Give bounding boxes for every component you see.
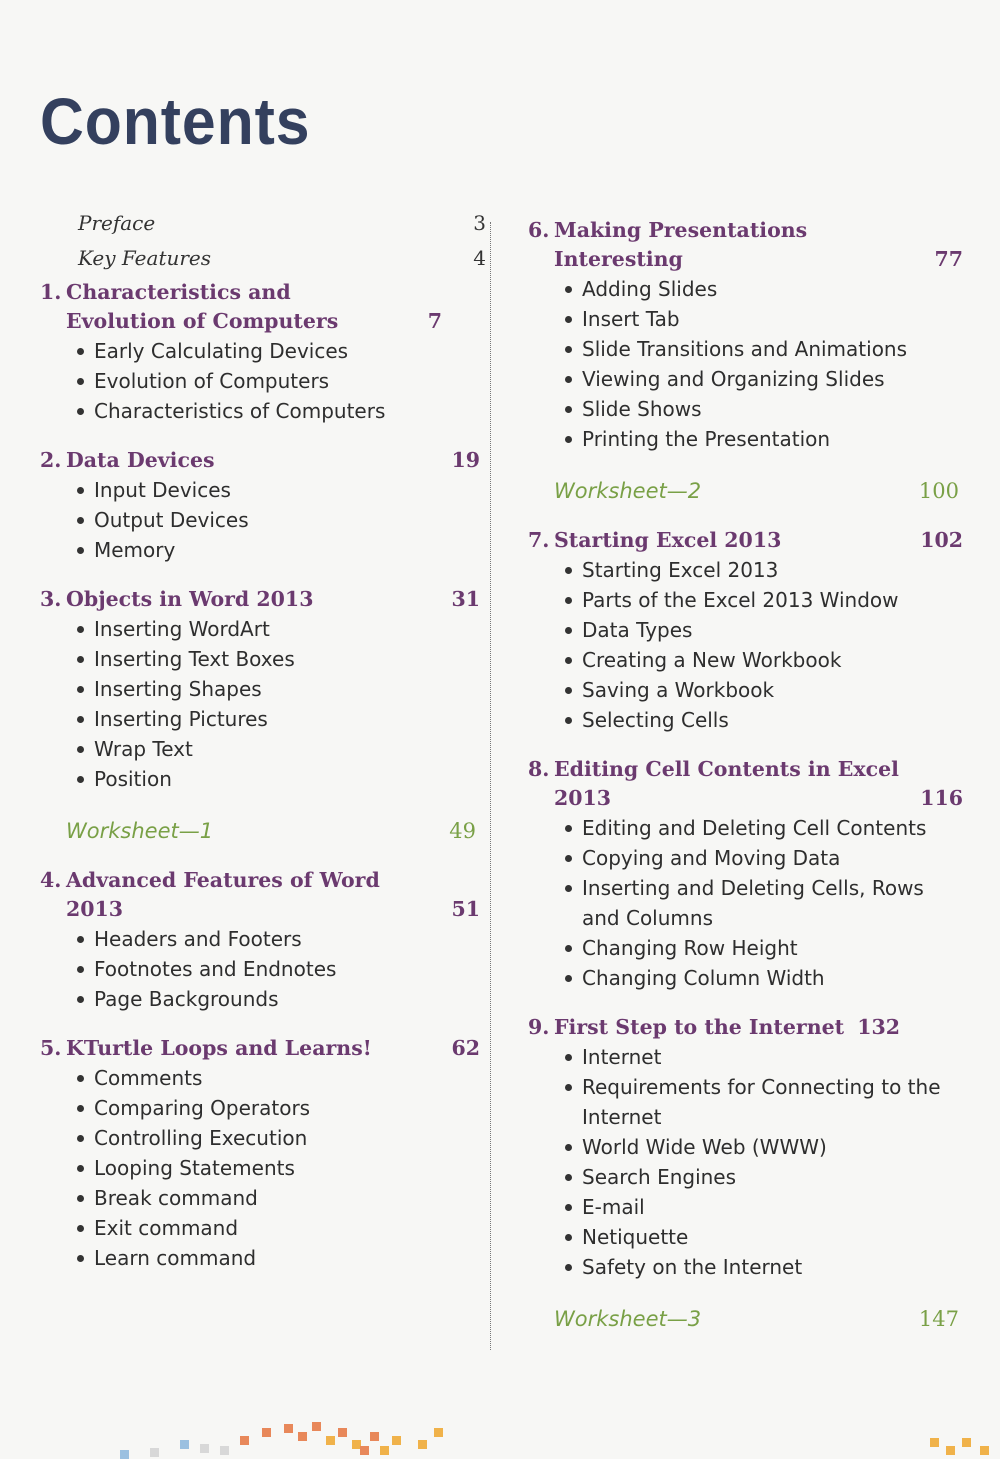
- topic-item: Inserting Text Boxes: [76, 644, 490, 674]
- chapter-page-number: 51: [451, 897, 480, 921]
- intro-label: Preface: [78, 211, 156, 235]
- chapter-page-number: 31: [451, 587, 480, 611]
- topic-item: Insert Tab: [564, 304, 973, 334]
- chapter-number: 8.: [528, 757, 550, 781]
- decorative-square: [262, 1428, 271, 1437]
- worksheet-title: Worksheet—3: [554, 1307, 702, 1331]
- decorative-square: [360, 1446, 369, 1455]
- chapter-title: Making Presentations Interesting: [554, 218, 808, 271]
- worksheet-entry: [30, 816, 490, 846]
- topic-item: Editing and Deleting Cell Contents: [564, 813, 973, 843]
- chapter-page-number: 102: [920, 528, 963, 552]
- decorative-square: [298, 1432, 307, 1441]
- topic-list: [518, 813, 973, 993]
- decorative-square: [180, 1440, 189, 1449]
- topic-item: Footnotes and Endnotes: [76, 954, 490, 984]
- chapter-entry: [30, 446, 490, 565]
- topic-item: Data Types: [564, 615, 973, 645]
- decorative-square: [370, 1432, 379, 1441]
- chapter-entry: [30, 866, 490, 1014]
- worksheet-entry: [518, 476, 973, 506]
- topic-item: Adding Slides: [564, 274, 973, 304]
- chapter-heading: [30, 866, 490, 924]
- chapter-number: 1.: [40, 280, 62, 304]
- topic-item: Exit command: [76, 1213, 490, 1243]
- decorative-square: [980, 1446, 989, 1455]
- chapter-entry: [30, 278, 490, 426]
- worksheet-title: Worksheet—2: [554, 479, 702, 503]
- chapter-number: 6.: [528, 218, 550, 242]
- chapter-title: Objects in Word 2013: [66, 587, 314, 611]
- worksheet-page-number: 49: [449, 819, 476, 843]
- topic-item: Learn command: [76, 1243, 490, 1273]
- topic-item: Starting Excel 2013: [564, 555, 973, 585]
- topic-item: Input Devices: [76, 475, 490, 505]
- chapter-title: Characteristics and Evolution of Computers: [66, 280, 339, 333]
- intro-label: Key Features: [78, 246, 212, 270]
- chapter-title: Advanced Features of Word 2013: [66, 868, 380, 921]
- decorative-square: [434, 1428, 443, 1437]
- topic-item: Wrap Text: [76, 734, 490, 764]
- topic-item: Printing the Presentation: [564, 424, 973, 454]
- chapter-heading: [30, 446, 490, 475]
- topic-item: Safety on the Internet: [564, 1252, 973, 1282]
- decorative-square: [240, 1436, 249, 1445]
- chapter-title: Editing Cell Contents in Excel 2013: [554, 757, 899, 810]
- topic-list: [30, 924, 490, 1014]
- topic-list: [518, 1042, 973, 1282]
- right-column: [518, 216, 973, 1334]
- chapter-number: 9.: [528, 1015, 550, 1039]
- topic-item: Slide Transitions and Animations: [564, 334, 973, 364]
- topic-list: [518, 274, 973, 454]
- decorative-square: [418, 1440, 427, 1449]
- topic-item: Break command: [76, 1183, 490, 1213]
- topic-item: Characteristics of Computers: [76, 396, 490, 426]
- chapter-number: 7.: [528, 528, 550, 552]
- intro-entry: [30, 208, 490, 243]
- decorative-square: [946, 1446, 955, 1455]
- decorative-square: [962, 1438, 971, 1447]
- topic-item: Requirements for Connecting to the Internet: [564, 1072, 973, 1132]
- chapter-number: 4.: [40, 868, 62, 892]
- topic-item: World Wide Web (WWW): [564, 1132, 973, 1162]
- chapter-title: Data Devices: [66, 448, 215, 472]
- topic-item: Viewing and Organizing Slides: [564, 364, 973, 394]
- topic-item: Inserting Shapes: [76, 674, 490, 704]
- chapter-entry: [30, 1034, 490, 1273]
- topic-item: Copying and Moving Data: [564, 843, 973, 873]
- chapter-page-number: 62: [451, 1036, 480, 1060]
- left-entries: [30, 278, 490, 1273]
- chapter-title: Starting Excel 2013: [554, 528, 782, 552]
- topic-item: Memory: [76, 535, 490, 565]
- decorative-square: [200, 1444, 209, 1453]
- chapter-entry: [30, 585, 490, 794]
- topic-list: [30, 614, 490, 794]
- decorative-square: [930, 1438, 939, 1447]
- topic-item: Netiquette: [564, 1222, 973, 1252]
- worksheet-entry: [518, 1304, 973, 1334]
- topic-item: E-mail: [564, 1192, 973, 1222]
- chapter-page-number: 77: [934, 247, 963, 271]
- decorative-square: [380, 1446, 389, 1455]
- chapter-entry: [518, 755, 973, 993]
- decorative-square: [392, 1436, 401, 1445]
- topic-item: Search Engines: [564, 1162, 973, 1192]
- chapter-title: First Step to the Internet: [554, 1015, 845, 1039]
- decorative-square: [326, 1436, 335, 1445]
- topic-item: Creating a New Workbook: [564, 645, 973, 675]
- topic-item: Saving a Workbook: [564, 675, 973, 705]
- chapter-page-number: 116: [920, 786, 963, 810]
- topic-item: Inserting Pictures: [76, 704, 490, 734]
- intro-list: [30, 208, 490, 278]
- topic-item: Parts of the Excel 2013 Window: [564, 585, 973, 615]
- chapter-number: 3.: [40, 587, 62, 611]
- chapter-heading: [30, 1034, 490, 1063]
- topic-item: Looping Statements: [76, 1153, 490, 1183]
- right-entries: [518, 216, 973, 1334]
- chapter-title: KTurtle Loops and Learns!: [66, 1036, 372, 1060]
- chapter-page-number: 7: [427, 309, 442, 333]
- topic-item: Inserting WordArt: [76, 614, 490, 644]
- topic-item: Slide Shows: [564, 394, 973, 424]
- decorative-square: [220, 1446, 229, 1455]
- decorative-square: [284, 1424, 293, 1433]
- chapter-page-number: 132: [857, 1015, 900, 1039]
- topic-list: [30, 1063, 490, 1273]
- worksheet-title: Worksheet—1: [66, 819, 214, 843]
- topic-item: Changing Column Width: [564, 963, 973, 993]
- topic-item: Changing Row Height: [564, 933, 973, 963]
- topic-list: [518, 555, 973, 735]
- topic-item: Position: [76, 764, 490, 794]
- worksheet-page-number: 100: [918, 479, 959, 503]
- intro-page-number: 4: [473, 246, 486, 270]
- chapter-heading: [30, 585, 490, 614]
- chapter-entry: [518, 526, 973, 735]
- intro-entry: [30, 243, 490, 278]
- chapter-entry: [518, 216, 973, 454]
- topic-item: Comments: [76, 1063, 490, 1093]
- topic-item: Output Devices: [76, 505, 490, 535]
- page-title: Contents: [40, 84, 311, 158]
- topic-item: Headers and Footers: [76, 924, 490, 954]
- chapter-number: 5.: [40, 1036, 62, 1060]
- chapter-heading: [518, 216, 973, 274]
- chapter-heading: [30, 278, 452, 336]
- decorative-square: [338, 1428, 347, 1437]
- topic-item: Page Backgrounds: [76, 984, 490, 1014]
- topic-item: Selecting Cells: [564, 705, 973, 735]
- worksheet-page-number: 147: [918, 1307, 959, 1331]
- topic-item: Internet: [564, 1042, 973, 1072]
- decorative-square: [150, 1448, 159, 1457]
- chapter-entry: [518, 1013, 973, 1282]
- topic-item: Controlling Execution: [76, 1123, 490, 1153]
- chapter-heading: [518, 526, 973, 555]
- chapter-heading: [518, 755, 973, 813]
- topic-item: Early Calculating Devices: [76, 336, 490, 366]
- chapter-heading: [518, 1013, 910, 1042]
- topic-list: [30, 336, 490, 426]
- topic-item: Evolution of Computers: [76, 366, 490, 396]
- chapter-number: 2.: [40, 448, 62, 472]
- decorative-square: [312, 1422, 321, 1431]
- left-column: [30, 208, 490, 1273]
- topic-item: Inserting and Deleting Cells, Rows and Columns: [564, 873, 973, 933]
- column-divider: [490, 222, 491, 1350]
- chapter-page-number: 19: [451, 448, 480, 472]
- topic-list: [30, 475, 490, 565]
- intro-page-number: 3: [473, 211, 486, 235]
- topic-item: Comparing Operators: [76, 1093, 490, 1123]
